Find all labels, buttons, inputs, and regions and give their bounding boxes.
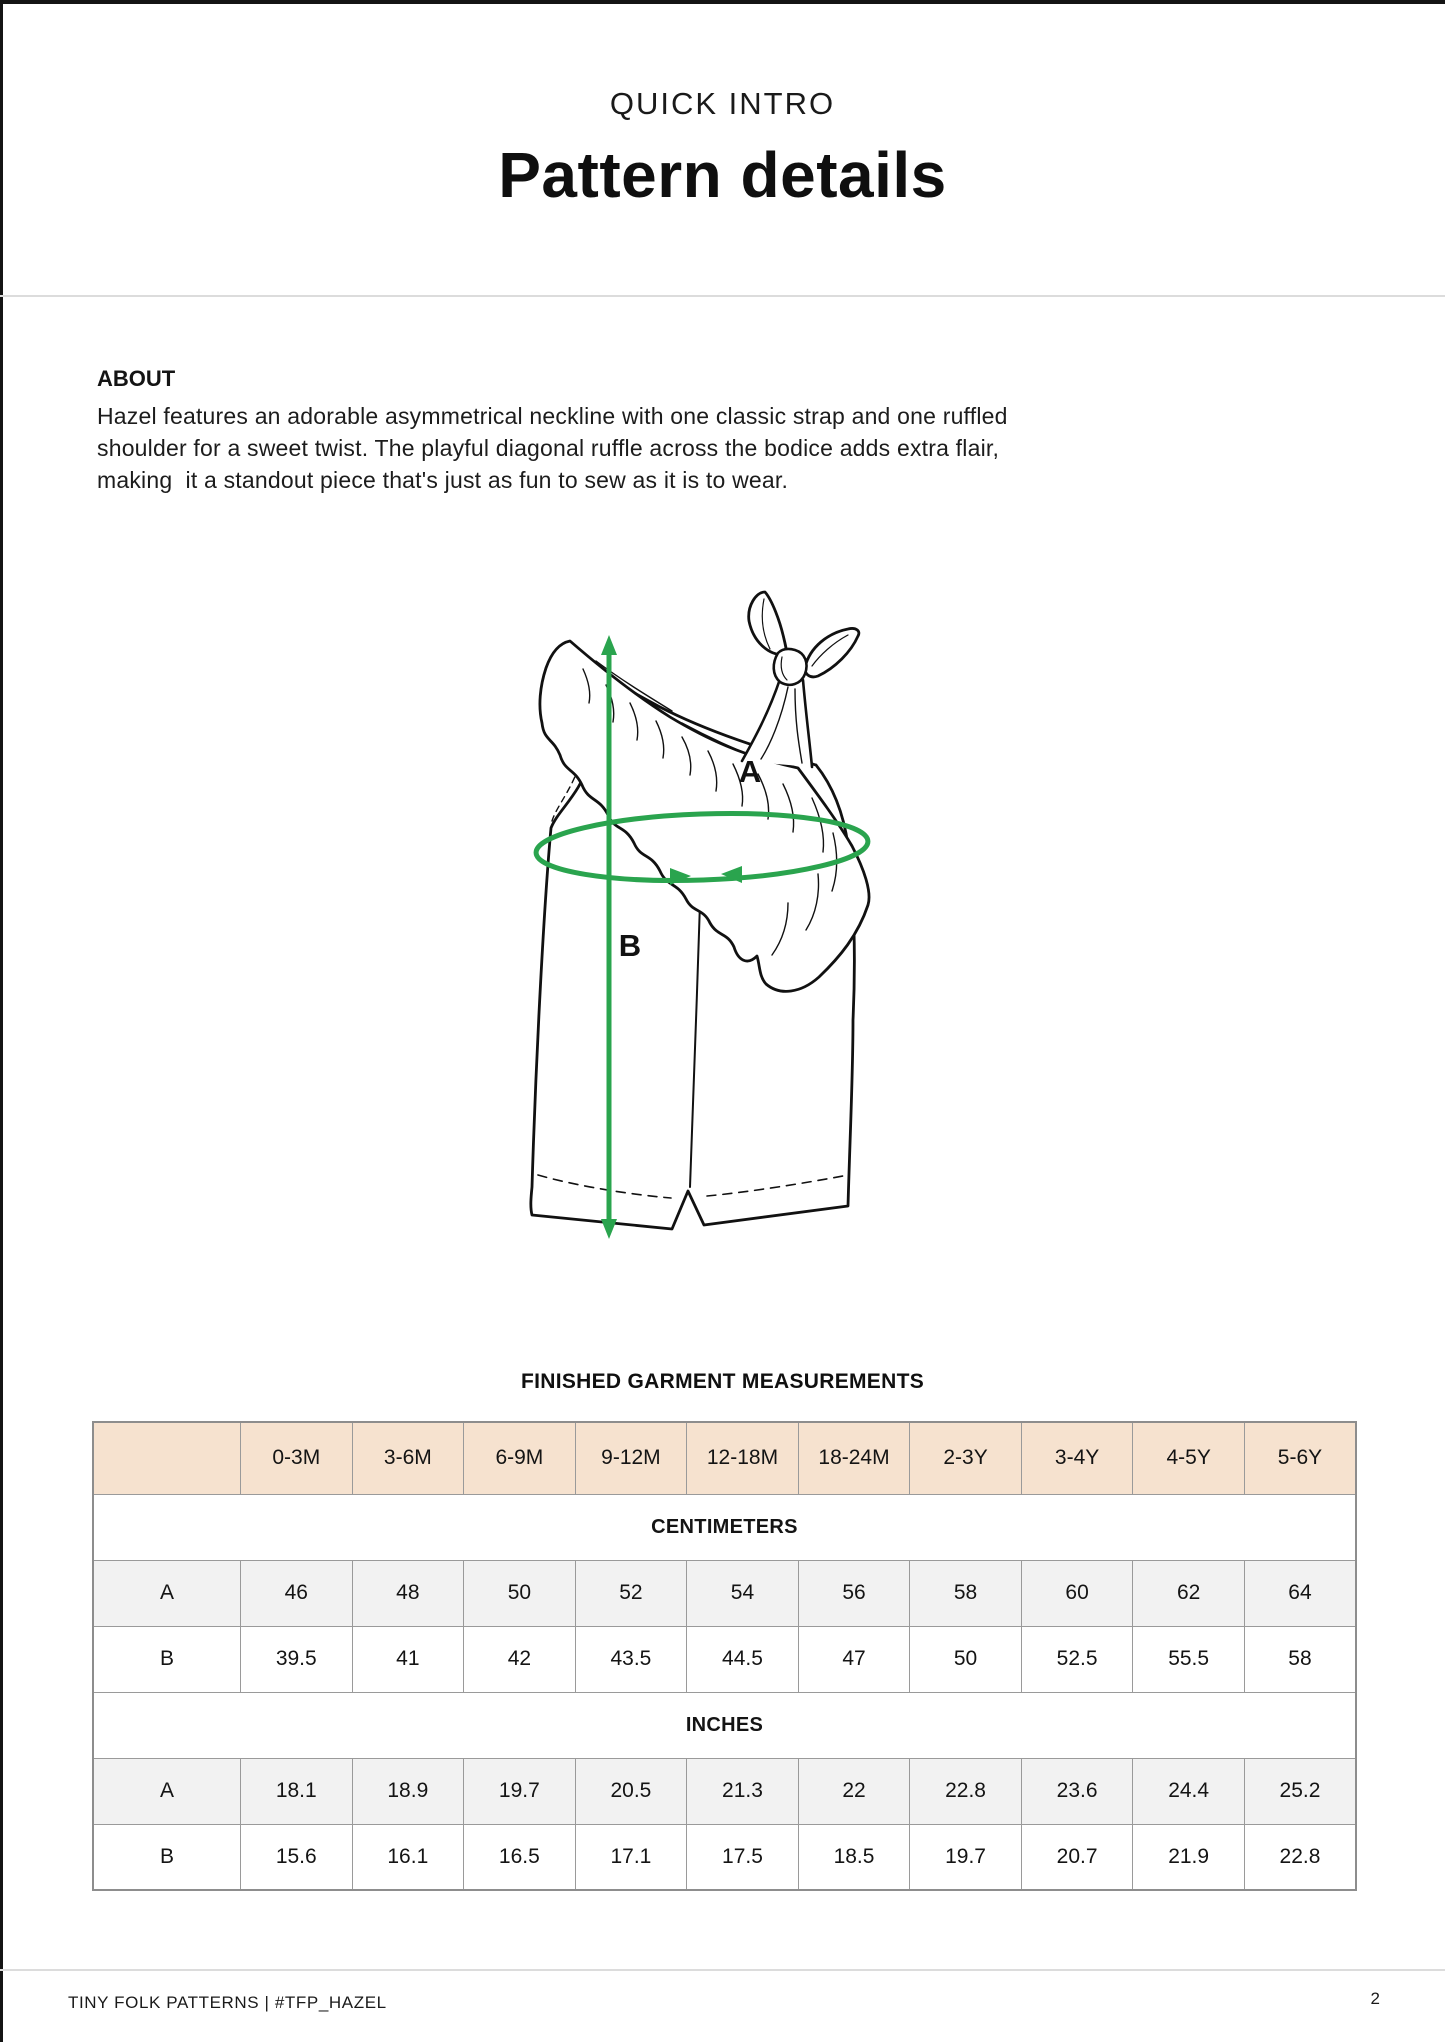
about-line: shoulder for a sweet twist. The playful diagonal ruffle across the bodice adds extra flair, bbox=[97, 435, 1000, 461]
measurements-body bbox=[93, 1494, 1356, 1890]
measurement-row bbox=[93, 1560, 1356, 1626]
measurement-value: 44.5 bbox=[687, 1626, 799, 1692]
measurement-value: 17.5 bbox=[687, 1824, 799, 1890]
measure-label-a: A bbox=[738, 754, 762, 789]
footer-divider bbox=[0, 1969, 1445, 1971]
measurement-value: 50 bbox=[464, 1560, 576, 1626]
measurement-value: 21.3 bbox=[687, 1758, 799, 1824]
measurement-value: 18.5 bbox=[798, 1824, 910, 1890]
measurement-value: 17.1 bbox=[575, 1824, 687, 1890]
section-eyebrow: QUICK INTRO bbox=[609, 86, 836, 121]
measurement-value: 50 bbox=[910, 1626, 1022, 1692]
measurement-value: 46 bbox=[241, 1560, 353, 1626]
size-column-header: 6-9M bbox=[464, 1422, 576, 1494]
measurement-value: 20.7 bbox=[1021, 1824, 1133, 1890]
unit-section-row bbox=[93, 1692, 1356, 1758]
measurement-value: 22.8 bbox=[1244, 1824, 1356, 1890]
footer-branding: TINY FOLK PATTERNS | #TFP_HAZEL bbox=[68, 1993, 387, 2012]
size-column-header: 4-5Y bbox=[1133, 1422, 1245, 1494]
measurement-label: B bbox=[93, 1626, 241, 1692]
table-title: FINISHED GARMENT MEASUREMENTS bbox=[520, 1370, 925, 1393]
measurement-value: 42 bbox=[464, 1626, 576, 1692]
about-paragraph bbox=[97, 400, 1327, 496]
bow-right-petal bbox=[805, 628, 859, 676]
bow-knot bbox=[774, 649, 807, 685]
measurement-value: 58 bbox=[910, 1560, 1022, 1626]
measurement-value: 62 bbox=[1133, 1560, 1245, 1626]
measurement-value: 18.1 bbox=[241, 1758, 353, 1824]
measurement-value: 25.2 bbox=[1244, 1758, 1356, 1824]
measurement-value: 41 bbox=[352, 1626, 464, 1692]
measure-label-b: B bbox=[618, 928, 642, 963]
unit-section-label: INCHES bbox=[93, 1692, 1356, 1758]
size-column-header: 2-3Y bbox=[910, 1422, 1022, 1494]
page-number: 2 bbox=[1370, 1989, 1380, 2008]
measurement-value: 23.6 bbox=[1021, 1758, 1133, 1824]
size-column-header: 5-6Y bbox=[1244, 1422, 1356, 1494]
measurement-value: 15.6 bbox=[241, 1824, 353, 1890]
measurement-value: 22.8 bbox=[910, 1758, 1022, 1824]
size-column-header: 3-4Y bbox=[1021, 1422, 1133, 1494]
measurement-value: 54 bbox=[687, 1560, 799, 1626]
unit-section-label: CENTIMETERS bbox=[93, 1494, 1356, 1560]
page-top-border bbox=[0, 0, 1445, 4]
measurement-value: 56 bbox=[798, 1560, 910, 1626]
garment-illustration bbox=[420, 575, 940, 1285]
about-heading: ABOUT bbox=[97, 366, 176, 391]
measurement-label: A bbox=[93, 1560, 241, 1626]
measurement-value: 19.7 bbox=[910, 1824, 1022, 1890]
measurement-value: 60 bbox=[1021, 1560, 1133, 1626]
size-header-row bbox=[93, 1422, 1356, 1494]
measurement-value: 39.5 bbox=[241, 1626, 353, 1692]
measurement-value: 20.5 bbox=[575, 1758, 687, 1824]
measurement-value: 16.1 bbox=[352, 1824, 464, 1890]
about-line: making it a standout piece that's just as fun to sew as it is to wear. bbox=[97, 467, 789, 493]
size-column-header: 9-12M bbox=[575, 1422, 687, 1494]
about-line: Hazel features an adorable asymmetrical neckline with one classic strap and one ruffled bbox=[97, 403, 1008, 429]
measurement-value: 24.4 bbox=[1133, 1758, 1245, 1824]
bow-left-petal bbox=[749, 592, 787, 655]
measurement-value: 18.9 bbox=[352, 1758, 464, 1824]
size-header-empty-cell bbox=[93, 1422, 241, 1494]
measurement-value: 22 bbox=[798, 1758, 910, 1824]
measurement-row bbox=[93, 1824, 1356, 1890]
measurement-value: 55.5 bbox=[1133, 1626, 1245, 1692]
page-left-border bbox=[0, 0, 3, 2042]
measurement-label: B bbox=[93, 1824, 241, 1890]
measurement-value: 21.9 bbox=[1133, 1824, 1245, 1890]
header-divider bbox=[0, 295, 1445, 297]
unit-section-row bbox=[93, 1494, 1356, 1560]
size-column-header: 18-24M bbox=[798, 1422, 910, 1494]
measurement-value: 64 bbox=[1244, 1560, 1356, 1626]
measurement-value: 43.5 bbox=[575, 1626, 687, 1692]
measurement-value: 58 bbox=[1244, 1626, 1356, 1692]
measurement-value: 16.5 bbox=[464, 1824, 576, 1890]
measurement-value: 47 bbox=[798, 1626, 910, 1692]
measurement-row bbox=[93, 1758, 1356, 1824]
size-column-header: 0-3M bbox=[241, 1422, 353, 1494]
measurement-value: 52 bbox=[575, 1560, 687, 1626]
measurement-value: 48 bbox=[352, 1560, 464, 1626]
page-title: Pattern details bbox=[498, 139, 947, 211]
measurement-value: 52.5 bbox=[1021, 1626, 1133, 1692]
size-column-header: 3-6M bbox=[352, 1422, 464, 1494]
measurement-label: A bbox=[93, 1758, 241, 1824]
measurement-row bbox=[93, 1626, 1356, 1692]
about-section bbox=[97, 366, 1327, 496]
measurement-value: 19.7 bbox=[464, 1758, 576, 1824]
measurements-table bbox=[92, 1421, 1357, 1891]
size-column-header: 12-18M bbox=[687, 1422, 799, 1494]
